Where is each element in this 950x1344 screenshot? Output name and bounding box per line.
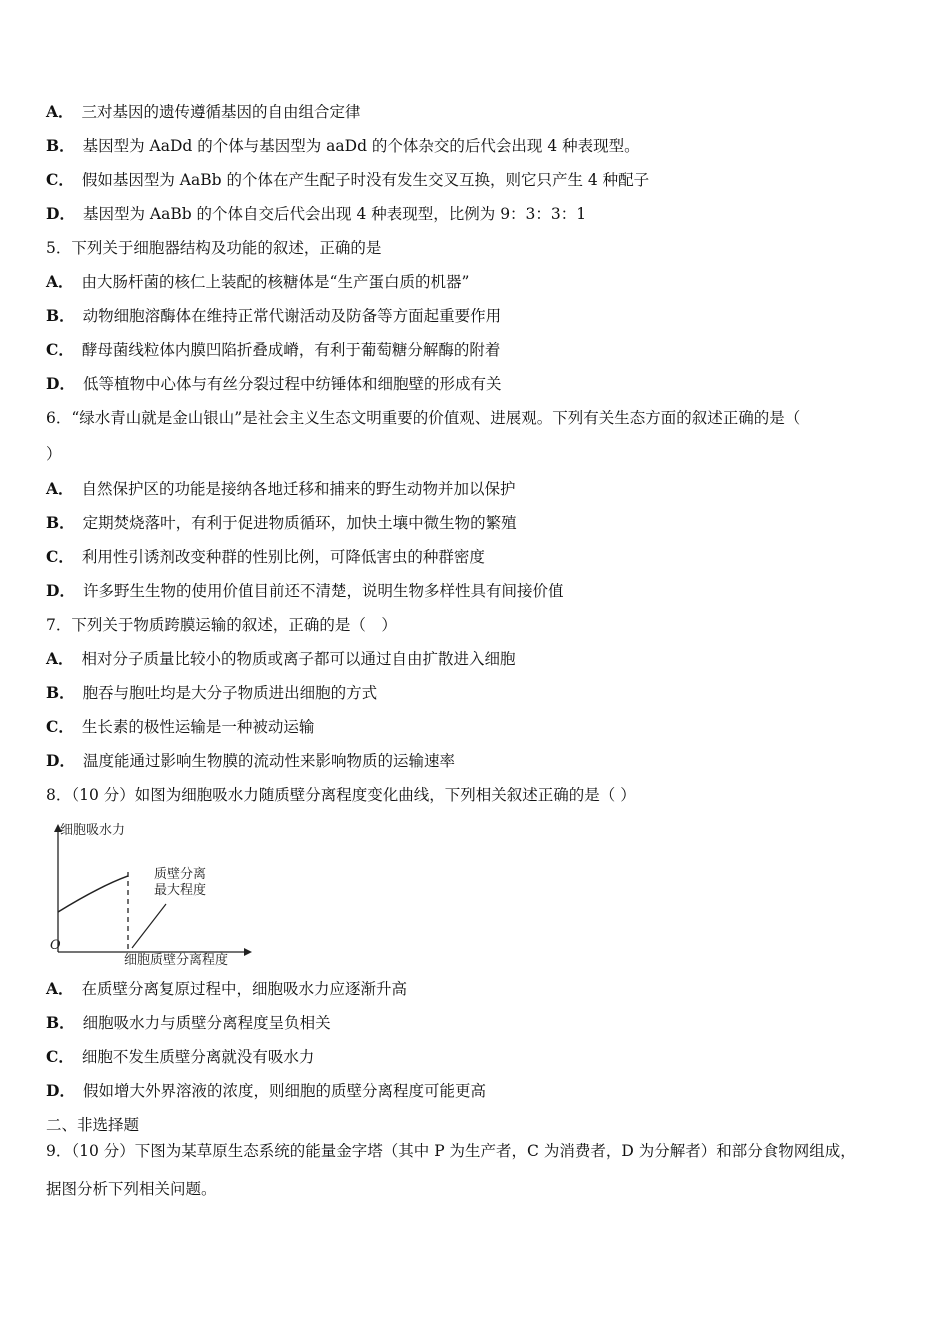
annotation-line2: 最大程度 xyxy=(154,883,207,898)
origin-label: O xyxy=(50,938,61,953)
q8-stem: 8．（10 分）如图为细胞吸水力随质壁分离程度变化曲线，下列相关叙述正确的是（ ） xyxy=(46,786,636,804)
q8-option-b: B． 细胞吸水力与质壁分离程度呈负相关 xyxy=(46,1013,331,1032)
q5-option-a: A． 由大肠杆菌的核仁上装配的核糖体是“生产蛋白质的机器” xyxy=(46,272,470,291)
q4-option-b: B． 基因型为 AaDd 的个体与基因型为 aaDd 的个体杂交的后代会出现 4 种表现型。 xyxy=(46,136,640,155)
q6-option-c: C． 利用性引诱剂改变种群的性别比例，可降低害虫的种群密度 xyxy=(46,547,485,566)
q8-option-c: C． 细胞不发生质壁分离就没有吸水力 xyxy=(46,1047,315,1066)
q7-stem: 7．下列关于物质跨膜运输的叙述，正确的是（ ） xyxy=(46,616,397,634)
q4-option-c: C． 假如基因型为 AaBb 的个体在产生配子时没有发生交叉互换，则它只产生 4 种配子 xyxy=(46,170,650,189)
annotation-line1: 质壁分离 xyxy=(154,867,207,882)
x-axis-label: 细胞质壁分离程度 xyxy=(124,953,229,966)
q5-option-d: D． 低等植物中心体与有丝分裂过程中纺锤体和细胞壁的形成有关 xyxy=(46,374,502,393)
annotation-pointer xyxy=(132,904,166,948)
absorption-curve xyxy=(58,876,128,912)
q9-stem: 9．（10 分）下图为某草原生态系统的能量金字塔（其中 P 为生产者，C 为消费者，D 为分解者）和部分食物网组成， xyxy=(46,1142,856,1160)
q7-option-c: C． 生长素的极性运输是一种被动运输 xyxy=(46,717,315,736)
section-title: 二、非选择题 xyxy=(46,1116,140,1134)
q8-figure-graph xyxy=(44,818,264,966)
q6-option-a: A． 自然保护区的功能是接纳各地迁移和捕来的野生动物并加以保护 xyxy=(46,479,516,498)
q7-option-a: A． 相对分子质量比较小的物质或离子都可以通过自由扩散进入细胞 xyxy=(46,649,516,668)
q6-stem: 6．“绿水青山就是金山银山”是社会主义生态文明重要的价值观、进展观。下列有关生态方面的叙述正确的是（ xyxy=(46,409,801,427)
q5-option-c: C． 酵母菌线粒体内膜凹陷折叠成嵴，有利于葡萄糖分解酶的附着 xyxy=(46,340,501,359)
y-axis-label: 细胞吸水力 xyxy=(60,823,126,838)
q6-option-b: B． 定期焚烧落叶，有利于促进物质循环，加快土壤中微生物的繁殖 xyxy=(46,513,517,532)
q9-stem-cont: 据图分析下列相关问题。 xyxy=(46,1180,217,1198)
q5-option-b: B． 动物细胞溶酶体在维持正常代谢活动及防备等方面起重要作用 xyxy=(46,306,502,325)
q8-option-d: D． 假如增大外界溶液的浓度，则细胞的质壁分离程度可能更高 xyxy=(46,1081,486,1100)
q6-option-d: D． 许多野生生物的使用价值目前还不清楚，说明生物多样性具有间接价值 xyxy=(46,581,564,600)
q5-stem: 5．下列关于细胞器结构及功能的叙述，正确的是 xyxy=(46,239,382,257)
q7-option-b: B． 胞吞与胞吐均是大分子物质进出细胞的方式 xyxy=(46,683,378,702)
q6-stem-cont: ） xyxy=(46,445,62,463)
q8-figure xyxy=(44,818,264,966)
q4-option-d: D． 基因型为 AaBb 的个体自交后代会出现 4 种表现型，比例为 9：3：3：1 xyxy=(46,204,587,223)
q4-option-a: A． 三对基因的遗传遵循基因的自由组合定律 xyxy=(46,102,361,121)
q8-option-a: A． 在质壁分离复原过程中，细胞吸水力应逐渐升高 xyxy=(46,979,408,998)
q7-option-d: D． 温度能通过影响生物膜的流动性来影响物质的运输速率 xyxy=(46,751,455,770)
